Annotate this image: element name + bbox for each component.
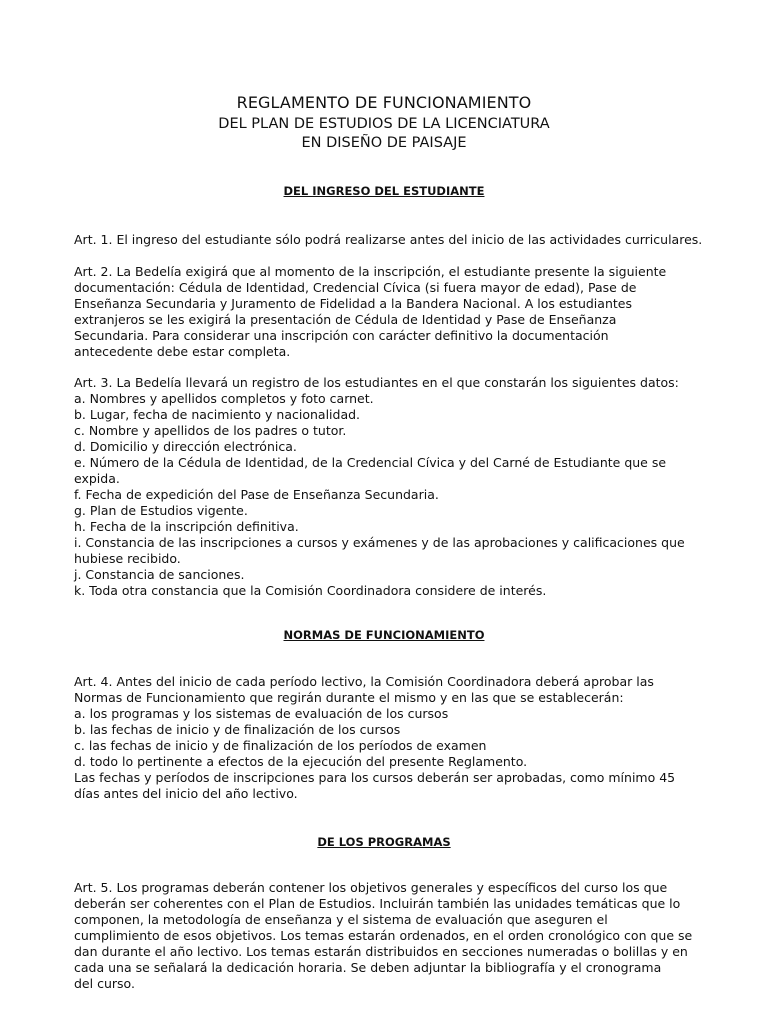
article-line: Enseñanza Secundaria y Juramento de Fidelidad a la Bandera Nacional. A los estudiantes <box>74 296 632 311</box>
list-item: c. Nombre y apellidos de los padres o tutor. <box>74 423 347 438</box>
article-line: Art. 1. El ingreso del estudiante sólo podrá realizarse antes del inicio de las actividades curriculares. <box>74 232 703 247</box>
article-line: deberán ser coherentes con el Plan de Estudios. Incluirán también las unidades temáticas que lo <box>74 896 681 911</box>
list-item: h. Fecha de la inscripción definitiva. <box>74 519 299 534</box>
list-item: e. Número de la Cédula de Identidad, de la Credencial Cívica y del Carné de Estudiante que se <box>74 455 667 470</box>
article-line: Art. 3. La Bedelía llevará un registro de los estudiantes en el que constarán los siguientes datos: <box>74 375 679 390</box>
list-item: k. Toda otra constancia que la Comisión Coordinadora considere de interés. <box>74 583 547 598</box>
article-line: antecedente debe estar completa. <box>74 344 291 359</box>
article-line: dan durante el año lectivo. Los temas estarán distribuidos en secciones numeradas o bolillas y en <box>74 944 688 959</box>
list-item: b. las fechas de inicio y de finalización de los cursos <box>74 722 401 737</box>
list-item: g. Plan de Estudios vigente. <box>74 503 248 518</box>
article-line: cumplimiento de esos objetivos. Los temas estarán ordenados, en el orden cronológico con que se <box>74 928 693 943</box>
article-3 <box>74 375 704 599</box>
article-line: días antes del inicio del año lectivo. <box>74 786 298 801</box>
list-item: a. Nombres y apellidos completos y foto carnet. <box>74 391 374 406</box>
list-item: d. Domicilio y dirección electrónica. <box>74 439 297 454</box>
article-line: Las fechas y períodos de inscripciones para los cursos deberán ser aprobadas, como mínimo 45 <box>74 770 676 785</box>
article-line: Normas de Funcionamiento que regirán durante el mismo y en las que se establecerán: <box>74 690 624 705</box>
article-line: Art. 2. La Bedelía exigirá que al momento de la inscripción, el estudiante presente la siguiente <box>74 264 667 279</box>
article-4 <box>74 674 704 802</box>
document-subtitle-line-2: EN DISEÑO DE PAISAJE <box>301 135 467 151</box>
article-line: componen, la metodología de enseñanza y el sistema de evaluación que aseguren el <box>74 912 608 927</box>
article-5 <box>74 880 704 992</box>
list-item: j. Constancia de sanciones. <box>74 567 245 582</box>
article-line: cada una se señalará la dedicación horaria. Se deben adjuntar la bibliografía y el cronograma <box>74 960 662 975</box>
section-heading-ingreso: DEL INGRESO DEL ESTUDIANTE <box>283 184 485 198</box>
list-item: a. los programas y los sistemas de evaluación de los cursos <box>74 706 449 721</box>
document-title: REGLAMENTO DE FUNCIONAMIENTO <box>236 93 532 112</box>
article-2 <box>74 264 704 360</box>
list-item: d. todo lo pertinente a efectos de la ejecución del presente Reglamento. <box>74 754 528 769</box>
article-1 <box>74 232 704 248</box>
section-heading-programas: DE LOS PROGRAMAS <box>317 835 451 849</box>
document-subtitle-line-1: DEL PLAN DE ESTUDIOS DE LA LICENCIATURA <box>218 116 550 132</box>
article-line: Art. 5. Los programas deberán contener los objetivos generales y específicos del curso los que <box>74 880 668 895</box>
section-heading-normas: NORMAS DE FUNCIONAMIENTO <box>283 628 485 642</box>
article-line: Secundaria. Para considerar una inscripción con carácter definitivo la documentación <box>74 328 609 343</box>
list-item: b. Lugar, fecha de nacimiento y nacionalidad. <box>74 407 361 422</box>
article-line: documentación: Cédula de Identidad, Credencial Cívica (si fuera mayor de edad), Pase de <box>74 280 637 295</box>
article-line: del curso. <box>74 976 135 991</box>
article-line: extranjeros se les exigirá la presentación de Cédula de Identidad y Pase de Enseñanza <box>74 312 617 327</box>
article-line: Art. 4. Antes del inicio de cada período lectivo, la Comisión Coordinadora deberá aprobar las <box>74 674 654 689</box>
list-item: i. Constancia de las inscripciones a cursos y exámenes y de las aprobaciones y calificaciones que <box>74 535 685 550</box>
list-item: expida. <box>74 471 120 486</box>
list-item: c. las fechas de inicio y de finalización de los períodos de examen <box>74 738 487 753</box>
list-item: f. Fecha de expedición del Pase de Enseñanza Secundaria. <box>74 487 439 502</box>
list-item: hubiese recibido. <box>74 551 181 566</box>
